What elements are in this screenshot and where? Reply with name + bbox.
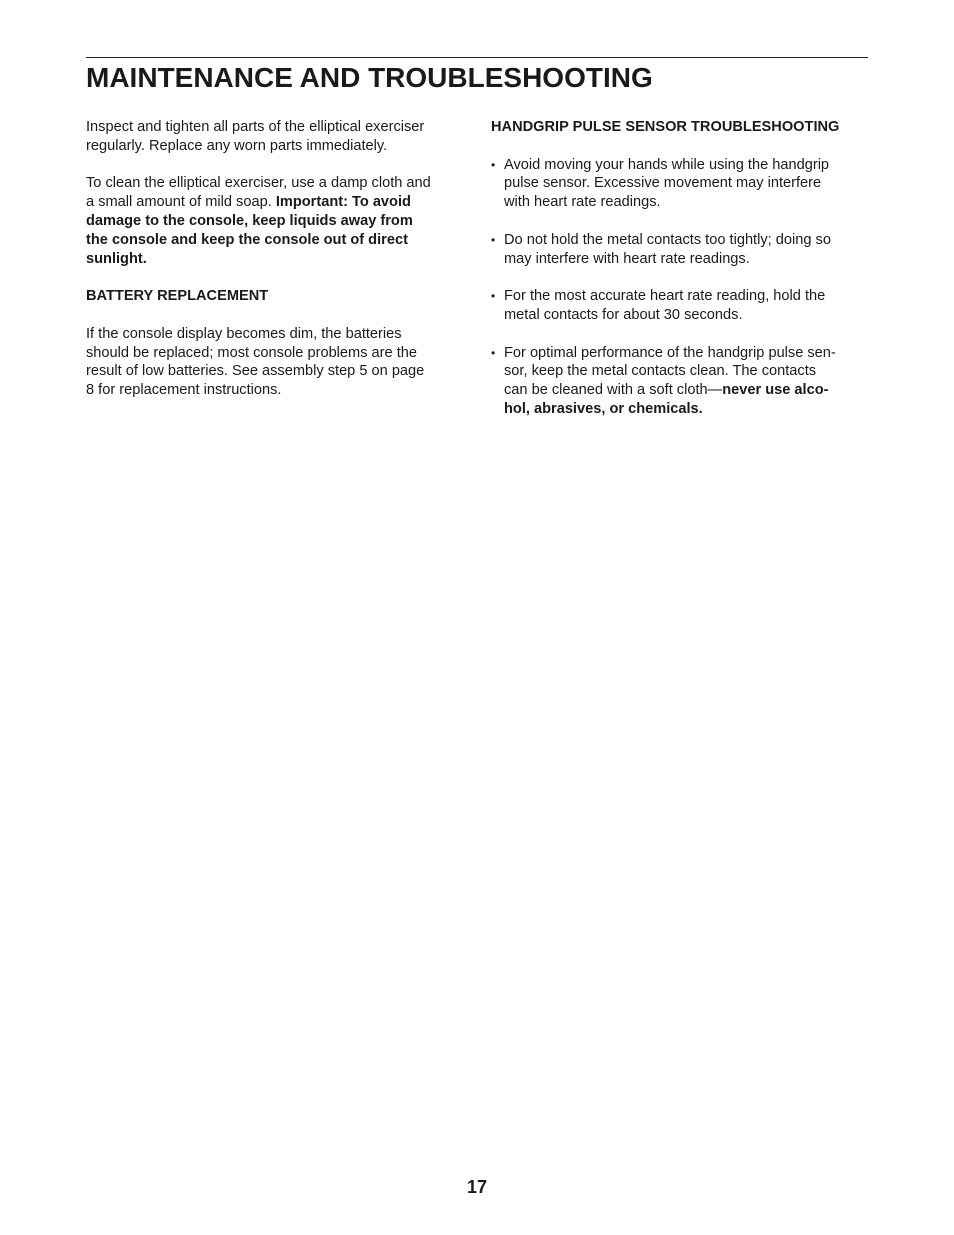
text-fragment: can be cleaned with a soft cloth— bbox=[504, 382, 723, 399]
bullet-icon: • bbox=[491, 157, 496, 172]
important-notice-line: the console and keep the console out of direct bbox=[86, 231, 408, 248]
list-item bbox=[491, 231, 869, 269]
right-column bbox=[491, 118, 869, 438]
bullet-icon: • bbox=[491, 345, 496, 360]
text-line: result of low batteries. See assembly step 5 on page bbox=[86, 363, 425, 380]
page-number: 17 bbox=[466, 1177, 488, 1197]
left-column bbox=[86, 118, 466, 419]
list-item bbox=[491, 287, 869, 325]
text-line: Inspect and tighten all parts of the elliptical exerciser bbox=[86, 119, 425, 135]
important-notice-line: damage to the console, keep liquids away from bbox=[86, 212, 413, 229]
text-line: with heart rate readings. bbox=[504, 194, 661, 211]
text-line: pulse sensor. Excessive movement may interfere bbox=[504, 175, 822, 192]
battery-heading: BATTERY REPLACEMENT bbox=[86, 288, 269, 305]
warning-text: never use alco- bbox=[722, 382, 829, 399]
troubleshooting-list bbox=[491, 156, 869, 419]
text-line: Do not hold the metal contacts too tightly; doing so bbox=[504, 231, 831, 248]
list-item bbox=[491, 344, 869, 419]
warning-text-line: hol, abrasives, or chemicals. bbox=[504, 400, 703, 417]
bullet-icon: • bbox=[491, 289, 496, 304]
important-notice: Important: To avoid bbox=[275, 194, 411, 211]
text-line: For optimal performance of the handgrip pulse sen- bbox=[504, 344, 836, 361]
text-line: If the console display becomes dim, the batteries bbox=[86, 325, 402, 342]
list-item bbox=[491, 156, 869, 212]
text-line: regularly. Replace any worn parts immediately. bbox=[86, 137, 388, 154]
pulse-sensor-heading: HANDGRIP PULSE SENSOR TROUBLESHOOTING bbox=[491, 119, 840, 135]
battery-paragraph bbox=[86, 325, 466, 400]
text-line: 8 for replacement instructions. bbox=[86, 382, 282, 399]
important-notice-line: sunlight. bbox=[86, 250, 147, 267]
inspect-paragraph bbox=[86, 118, 466, 156]
text-line bbox=[86, 193, 466, 212]
text-line: For the most accurate heart rate reading, hold the bbox=[504, 288, 826, 305]
text-line: should be replaced; most console problems are the bbox=[86, 344, 417, 361]
text-line: Avoid moving your hands while using the handgrip bbox=[504, 156, 830, 173]
text-line: sor, keep the metal contacts clean. The contacts bbox=[504, 363, 817, 380]
text-line bbox=[504, 381, 869, 400]
text-line: To clean the elliptical exerciser, use a damp cloth and bbox=[86, 175, 431, 192]
cleaning-paragraph bbox=[86, 174, 466, 268]
text-line: metal contacts for about 30 seconds. bbox=[504, 306, 743, 323]
text-line: may interfere with heart rate readings. bbox=[504, 250, 750, 267]
text-fragment: a small amount of mild soap. bbox=[86, 194, 276, 211]
header-rule bbox=[86, 57, 868, 58]
page-title: MAINTENANCE AND TROUBLESHOOTING bbox=[86, 62, 653, 93]
bullet-icon: • bbox=[491, 232, 496, 247]
